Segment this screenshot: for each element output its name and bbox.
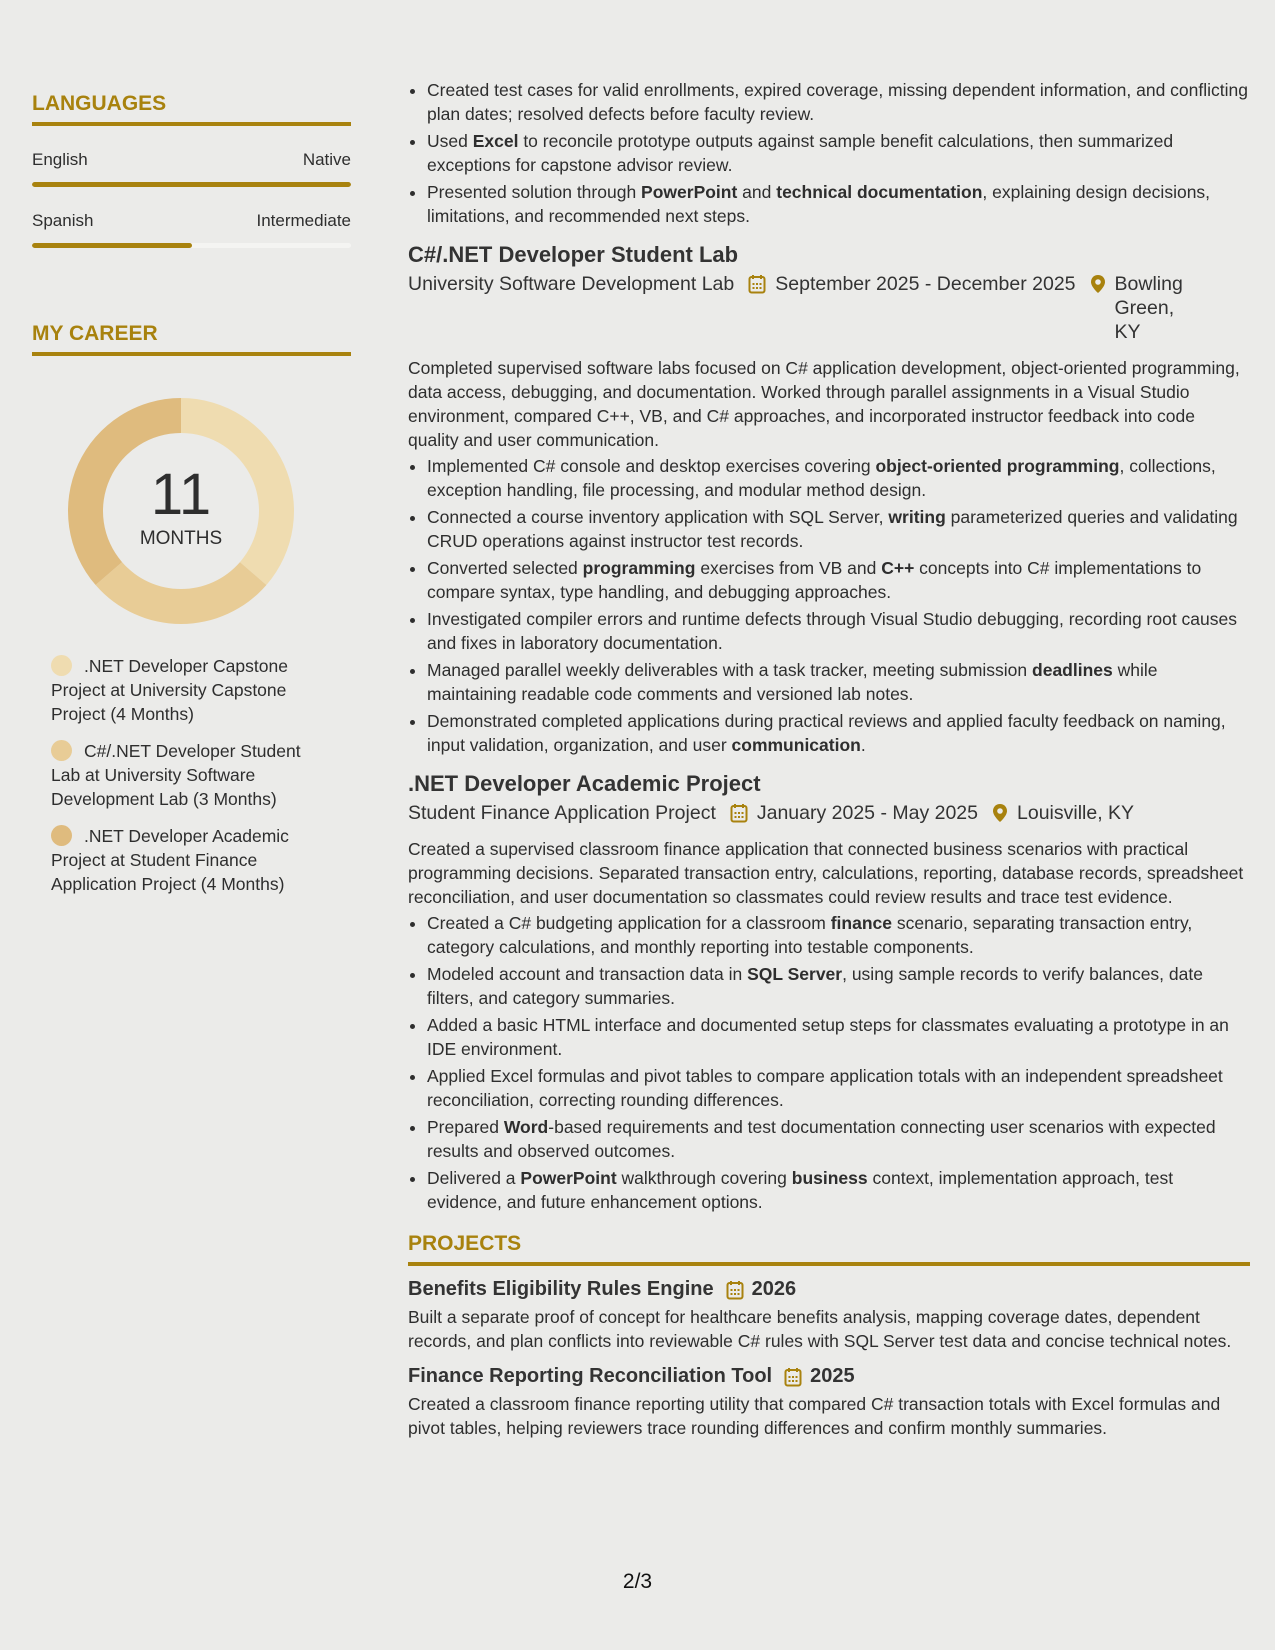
- project-name: Finance Reporting Reconciliation Tool: [408, 1365, 773, 1387]
- calendar-icon: [784, 1367, 802, 1387]
- career-legend-item: [51, 824, 321, 896]
- job-bullets: [408, 454, 1250, 757]
- bullet-item: • Delivered a PowerPoint walkthrough covering business context, implementation approach, test evidence, and future enhancement options.: [427, 1166, 1250, 1214]
- calendar-icon: [726, 1280, 744, 1300]
- projects-heading: PROJECTS: [408, 1232, 1250, 1266]
- bullet-item: • Used Excel to reconcile prototype outputs against sample benefit calculations, then summarized exceptions for capstone advisor review.: [427, 129, 1250, 177]
- job-dates-text: September 2025 - December 2025: [775, 273, 1076, 295]
- bullet-item: • Modeled account and transaction data in SQL Server, using sample records to verify balances, date filters, and category summaries.: [427, 962, 1250, 1010]
- job-summary: Completed supervised software labs focused on C# application development, object-oriented programming, data access, debugging, and documentation. Worked through parallel assignments in a Visual Studio environment, compared C++, VB, and C# approaches, and incorporated instructor feedback into code quality and user communication.: [408, 358, 1240, 450]
- job-dates: [748, 272, 1075, 344]
- languages-heading: LANGUAGES: [32, 92, 351, 126]
- career-heading: MY CAREER: [32, 322, 351, 356]
- career-legend-item: [51, 654, 321, 726]
- job-title: C#/.NET Developer Student Lab: [408, 242, 739, 267]
- language-bar: [32, 243, 351, 248]
- bullet-item: • Added a basic HTML interface and documented setup steps for classmates evaluating a prototype in an IDE environment.: [427, 1013, 1250, 1061]
- job-meta: [408, 272, 1250, 344]
- career-legend: [51, 654, 321, 896]
- bullet-item: • Managed parallel weekly deliverables with a task tracker, meeting submission deadlines while maintaining readable code comments and versioned lab notes.: [427, 658, 1250, 706]
- job-student-lab: [408, 242, 1250, 757]
- capstone-bullets: [408, 78, 1250, 228]
- location-pin-icon: [1090, 274, 1106, 294]
- bullet-item: • Applied Excel formulas and pivot tables to compare application totals with an independent spreadsheet reconciliation, correcting rounding differences.: [427, 1064, 1250, 1112]
- bullet-item: • Demonstrated completed applications during practical reviews and applied faculty feedback on naming, input validation, organization, and user communication.: [427, 709, 1250, 757]
- job-bullets: [408, 911, 1250, 1214]
- language-name: Spanish: [32, 211, 94, 230]
- bullet-item: • Presented solution through PowerPoint and technical documentation, explaining design decisions, limitations, and recommended next steps.: [427, 180, 1250, 228]
- project-name: Benefits Eligibility Rules Engine: [408, 1278, 714, 1300]
- career-donut-chart: [66, 396, 296, 626]
- project-year: 2026: [751, 1278, 797, 1300]
- job-location-text: Bowling Green, KY: [1114, 273, 1183, 343]
- bullet-item: • Created test cases for valid enrollments, expired coverage, missing dependent information, and conflicting plan dates; resolved defects before faculty review.: [427, 78, 1250, 126]
- bullet-item: • Prepared Word-based requirements and test documentation connecting user scenarios with expected results and observed outcomes.: [427, 1115, 1250, 1163]
- project-title: [408, 1278, 1250, 1301]
- job-location: [1090, 272, 1195, 344]
- legend-text: .NET Developer Capstone Project at University Capstone Project (4 Months): [51, 656, 288, 724]
- bullet-item: • Implemented C# console and desktop exercises covering object-oriented programming, collections, exception handling, file processing, and modular method design.: [427, 454, 1250, 502]
- job-location: [992, 801, 1134, 825]
- bullet-item: • Converted selected programming exercises from VB and C++ concepts into C# implementations to compare syntax, type handling, and debugging approaches.: [427, 556, 1250, 604]
- job-organization: Student Finance Application Project: [408, 802, 716, 824]
- bullet-item: • Investigated compiler errors and runtime defects through Visual Studio debugging, recording root causes and fixes in laboratory documentation.: [427, 607, 1250, 655]
- legend-dot: [51, 825, 72, 846]
- language-level: Native: [302, 150, 351, 169]
- legend-text: .NET Developer Academic Project at Student Finance Application Project (4 Months): [51, 826, 289, 894]
- language-level: Intermediate: [256, 211, 351, 230]
- job-location-text: Louisville, KY: [1017, 802, 1135, 824]
- job-meta: [408, 801, 1250, 825]
- calendar-icon: [748, 274, 766, 294]
- legend-dot: [51, 740, 72, 761]
- project-description: Built a separate proof of concept for healthcare benefits analysis, mapping coverage dates, dependent records, and plan conflicts into reviewable C# rules with SQL Server test data and concise technical notes.: [408, 1307, 1232, 1351]
- job-dates: [730, 801, 978, 825]
- language-name: English: [32, 150, 88, 169]
- job-organization: University Software Development Lab: [408, 273, 735, 295]
- legend-dot: [51, 655, 72, 676]
- language-bar-fill: [32, 182, 351, 187]
- project-description: Created a classroom finance reporting utility that compared C# transaction totals with Excel formulas and pivot tables, helping reviewers trace rounding differences and confirm monthly summaries.: [408, 1394, 1221, 1438]
- job-summary: Created a supervised classroom finance application that connected business scenarios with practical programming decisions. Separated transaction entry, calculations, reporting, database records, spreadsheet reconciliation, and user documentation so classmates could review results and trace test evidence.: [408, 839, 1244, 907]
- career-legend-item: [51, 739, 321, 811]
- job-dates-text: January 2025 - May 2025: [756, 802, 978, 824]
- language-bar-fill: [32, 243, 192, 248]
- main-content: [408, 78, 1250, 1442]
- language-bar: [32, 182, 351, 187]
- page-number: 2/3: [622, 1570, 653, 1593]
- project-year: 2025: [810, 1365, 855, 1387]
- career-unit-label: MONTHS: [139, 528, 223, 549]
- calendar-icon: [730, 803, 748, 823]
- project-item: [408, 1365, 1250, 1440]
- project-title: [408, 1365, 1250, 1388]
- sidebar: [32, 92, 351, 909]
- language-english: [32, 150, 351, 187]
- job-academic-project: [408, 771, 1250, 1214]
- location-pin-icon: [992, 803, 1008, 823]
- career-total-months: 11: [150, 462, 212, 527]
- job-title: .NET Developer Academic Project: [408, 771, 761, 796]
- bullet-item: • Created a C# budgeting application for a classroom finance scenario, separating transaction entry, category calculations, and monthly reporting into testable components.: [427, 911, 1250, 959]
- language-spanish: [32, 211, 351, 248]
- legend-text: C#/.NET Developer Student Lab at University Software Development Lab (3 Months): [51, 741, 301, 809]
- projects-section: [408, 1232, 1250, 1440]
- bullet-item: • Connected a course inventory application with SQL Server, writing parameterized queries and validating CRUD operations against instructor test records.: [427, 505, 1250, 553]
- project-item: [408, 1278, 1250, 1353]
